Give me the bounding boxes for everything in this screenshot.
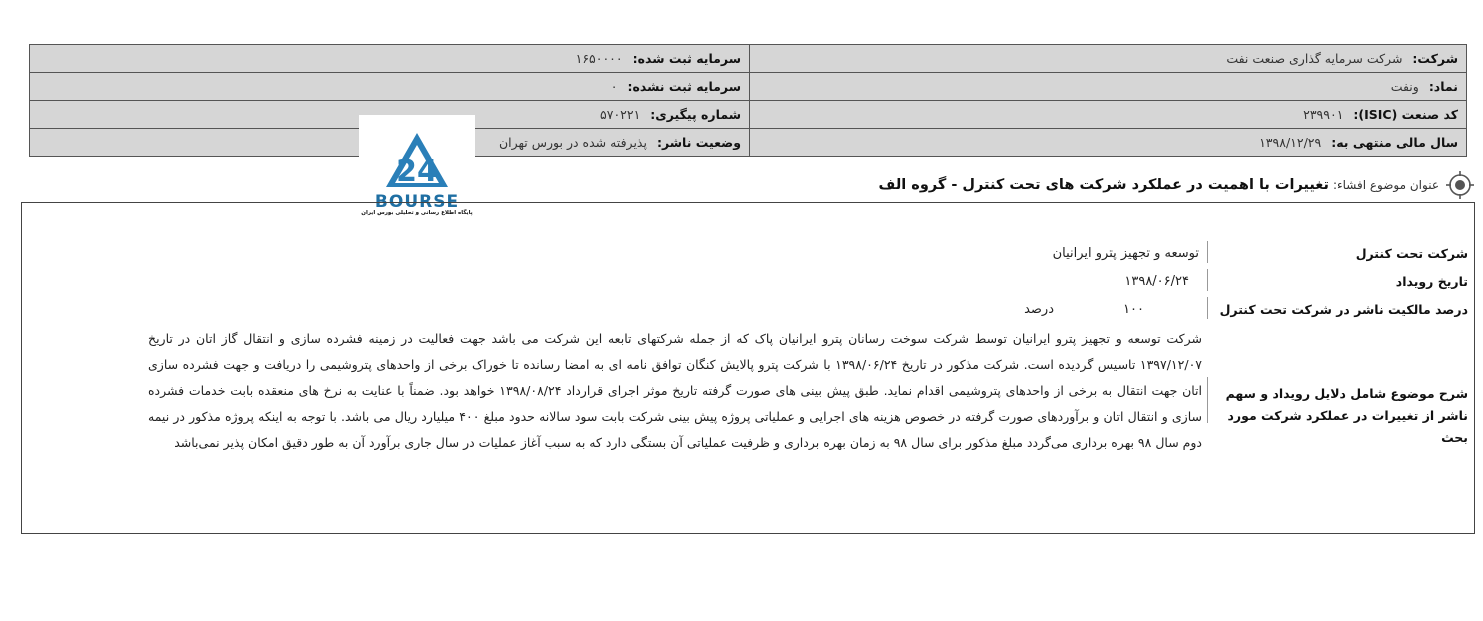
logo-number: 24 <box>396 154 438 189</box>
ownership-unit: درصد <box>1024 302 1054 317</box>
subject-title: تغییرات با اهمیت در عملکرد شرکت های تحت کنترل - گروه الف <box>878 177 1329 193</box>
publisher-status-label: وضعیت ناشر: <box>656 135 741 150</box>
subject-caption: عنوان موضوع افشاء: <box>1332 178 1439 192</box>
company-value: شرکت سرمایه گذاری صنعت نفت <box>1226 51 1403 66</box>
separator <box>1207 377 1208 423</box>
ownership-value: ۱۰۰ <box>1123 302 1144 317</box>
tracking-label: شماره پیگیری: <box>650 107 741 122</box>
header-row-1 <box>30 45 1467 73</box>
fiscal-year-value: ۱۳۹۸/۱۲/۲۹ <box>1259 135 1322 150</box>
disclosure-subject <box>879 170 1475 200</box>
registered-capital-cell <box>30 45 750 73</box>
isic-value: ۲۳۹۹۰۱ <box>1303 107 1344 122</box>
fiscal-year-label: سال مالی منتهی به: <box>1331 135 1458 150</box>
header-row-3 <box>30 101 1467 129</box>
separator <box>1207 269 1208 291</box>
unregistered-capital-label: سرمایه ثبت نشده: <box>627 79 741 94</box>
event-date-label: تاریخ رویداد <box>1395 274 1468 289</box>
logo-caption: پایگاه اطلاع رسانی و تحلیلی بورس ایران <box>361 210 473 216</box>
separator <box>1207 297 1208 319</box>
header-row-4 <box>30 129 1467 157</box>
event-date-value: ۱۳۹۸/۰۶/۲۴ <box>1124 274 1189 289</box>
separator <box>1207 241 1208 263</box>
description-text: شرکت توسعه و تجهیز پترو ایرانیان توسط شرکت سوخت رسانان پترو ایرانیان پاک که از جمله شرکتهای تابعه این شرکت می باشد جهت فعالیت در زمینه فشرده سازی و انتقال گاز اتان در تاریخ ۱۳۹۷/۱۲/۰۷ تاسیس گردیده است. شرکت مذکور در تاریخ ۱۳۹۸/۰۶/۲۴ با شرکت پترو پالایش کنگان توافق نامه ای به امضا رسانده تا خوراک برخی از واحدهای پتروشیمی را دریافت و جهت فشرده سازی اتان جهت انتقال به برخی از واحدهای پتروشیمی اقدام نماید. طبق پیش بینی های صورت گرفته تاریخ موثر اجرای قرارداد ۱۳۹۸/۰۸/۲۴ خواهد بود. ضمناً با عنایت به نرخ های منعقده بابت خدمات فشرده سازی و انتقال اتان و برآوردهای صورت گرفته در خصوص هزینه های اجرایی و عملیاتی پروژه پیش بینی شرکت بابت سود سالانه حدود مبلغ ۴۰۰ میلیارد ریال می باشد. با توجه به اینکه پروژه مذکور در نیمه دوم سال ۹۸ بهره برداری می‌گردد مبلغ مذکور برای سال ۹۸ به زمان بهره برداری و ظرفیت عملیاتی آن بستگی دارد که به سبب آغاز عملیات در سال جاری برآورد آن به طور دقیق امکان پذیر نمی‌باشد <box>148 331 1203 450</box>
tracking-value: ۵۷۰۲۲۱ <box>600 107 641 122</box>
registered-capital-label: سرمایه ثبت شده: <box>632 51 741 66</box>
header-row-2 <box>30 73 1467 101</box>
registered-capital-value: ۱۶۵۰۰۰۰ <box>575 51 623 66</box>
controlled-company-label: شرکت تحت کنترل <box>1355 246 1468 261</box>
header-table <box>29 44 1467 157</box>
logo-brand: BOURSE <box>374 192 460 211</box>
symbol-label: نماد: <box>1428 79 1458 94</box>
fiscal-year-cell <box>750 129 1467 157</box>
symbol-cell <box>750 73 1467 101</box>
company-label: شرکت: <box>1412 51 1458 66</box>
isic-label: کد صنعت (ISIC): <box>1353 107 1458 122</box>
bourse24-logo-graphic <box>359 115 475 211</box>
publisher-status-value: پذیرفته شده در بورس تهران <box>499 135 647 150</box>
description-label: شرح موضوع شامل دلایل رویداد و سهم ناشر از تغییرات در عملکرد شرکت مورد بحث <box>1225 386 1468 445</box>
unregistered-capital-cell <box>30 73 750 101</box>
company-cell <box>750 45 1467 73</box>
controlled-company-value: توسعه و تجهیز پترو ایرانیان <box>1052 246 1199 261</box>
isic-cell <box>750 101 1467 129</box>
unregistered-capital-value: ۰ <box>610 79 618 94</box>
symbol-value: ونفت <box>1390 79 1419 94</box>
ownership-label: درصد مالکیت ناشر در شرکت تحت کنترل <box>1219 302 1468 317</box>
target-icon <box>1445 170 1475 200</box>
details-box <box>21 202 1475 534</box>
